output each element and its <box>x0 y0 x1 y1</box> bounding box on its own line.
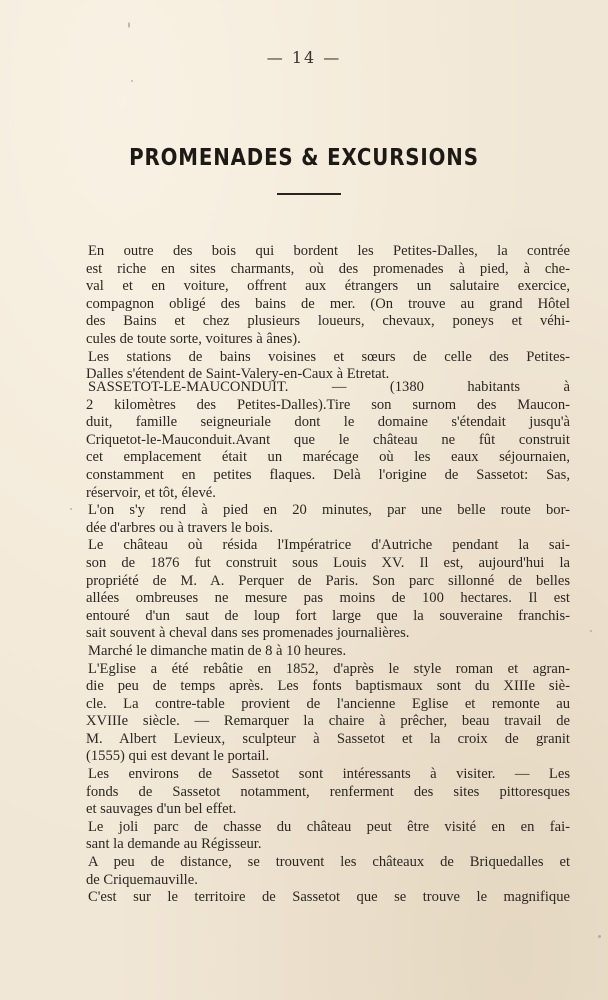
text-line: cules de toute sorte, voitures à ânes). <box>86 330 301 347</box>
text-line: XVIIIe siècle. — Remarquer la chaire à prêcher, beau travail de <box>86 713 570 730</box>
sassetot-paragraph-9 <box>86 889 570 907</box>
text-line: M. Albert Levieux, sculpteur à Sassetot et la croix de granit <box>86 730 570 747</box>
sassetot-paragraph-3 <box>86 537 570 643</box>
sassetot-paragraph-5 <box>86 661 570 767</box>
page-number: — 14 — <box>266 48 342 67</box>
text-line: allées ombreuses ne mesure pas moins de 100 hectares. Il est <box>86 590 570 607</box>
sassetot-paragraph-1 <box>86 379 570 502</box>
text-line: Le joli parc de chasse du château peut être visité en en fai- <box>88 818 570 835</box>
intro-section <box>86 243 570 384</box>
text-line: de Criquemauville. <box>86 871 198 888</box>
text-line: Marché le dimanche matin de 8 à 10 heures. <box>88 642 347 659</box>
sassetot-paragraph-2 <box>86 502 570 537</box>
text-line: des Bains et chez plusieurs loueurs, chevaux, poneys et véhi- <box>86 313 570 330</box>
text-line: Les environs de Sassetot sont intéressants à visiter. — Les <box>88 766 570 783</box>
text-line: dée d'arbres ou à travers le bois. <box>86 519 274 536</box>
text-line: Les stations de bains voisines et sœurs de celle des Petites- <box>88 348 570 365</box>
sassetot-paragraph-4 <box>86 643 570 661</box>
text-line: A peu de distance, se trouvent les châteaux de Briquedalles et <box>88 854 570 871</box>
sassetot-paragraph-8 <box>86 854 570 889</box>
text-line: réservoir, et tôt, élevé. <box>86 484 216 501</box>
text-line: L'on s'y rend à pied en 20 minutes, par une belle route bor- <box>88 502 570 519</box>
text-line: cle. La contre-table provient de l'ancienne Eglise et remonte au <box>86 695 570 712</box>
sassetot-paragraph-6 <box>86 766 570 819</box>
title-divider <box>277 193 341 195</box>
text-line: constamment en petites flaques. Delà l'origine de Sassetot: Sas, <box>86 466 570 483</box>
text-line: Criquetot-le-Mauconduit.Avant que le château ne fût construit <box>86 431 570 448</box>
sassetot-section <box>86 379 570 907</box>
text-line: cet emplacement était un marécage où les eaux séjournaien, <box>86 449 570 466</box>
text-line: 2 kilomètres des Petites-Dalles).Tire son surnom des Maucon- <box>86 396 570 413</box>
text-line: En outre des bois qui bordent les Petites-Dalles, la contrée <box>88 243 570 259</box>
text-line: et sauvages d'un bel effet. <box>86 801 237 818</box>
text-line: propriété de M. A. Perquer de Paris. Son parc sillonné de belles <box>86 572 570 589</box>
text-line: compagnon obligé des bains de mer. (On trouve au grand Hôtel <box>86 295 570 312</box>
text-line: son de 1876 fut construit sous Louis XV. Il est, aujourd'hui la <box>86 554 570 571</box>
text-line: sant la demande au Régisseur. <box>86 836 262 853</box>
text-line: L'Eglise a été rebâtie en 1852, d'après le style roman et agran- <box>88 660 570 677</box>
text-line: duit, famille seigneuriale dont le domaine s'étendait jusqu'à <box>86 414 570 431</box>
section-heading-line: SASSETOT-LE-MAUCONDUIT. — (1380 habitants à <box>88 379 570 395</box>
intro-paragraph-1 <box>86 243 570 349</box>
text-line: entouré d'un saut de loup fort large que la souveraine franchis- <box>86 607 570 624</box>
text-line: sait souvent à cheval dans ses promenades journalières. <box>86 625 410 642</box>
text-line: fonds de Sassetot notamment, renferment des sites pittoresques <box>86 783 570 800</box>
text-line: Le château où résida l'Impératrice d'Autriche pendant la sai- <box>88 537 570 554</box>
text-line: die peu de temps après. Les fonts baptismaux sont du XIIIe siè- <box>86 678 570 695</box>
text-line: val et en voiture, offrent aux étrangers un salutaire exercice, <box>86 278 570 295</box>
text-line: (1555) qui est devant le portail. <box>86 748 270 765</box>
sassetot-paragraph-7 <box>86 819 570 854</box>
page-title: PROMENADES & EXCURSIONS <box>129 145 479 171</box>
text-line: Dalles s'étendent de Saint-Valery-en-Caux à Etretat. <box>86 366 390 383</box>
text-line: C'est sur le territoire de Sassetot que se trouve le magnifique <box>88 889 570 906</box>
text-line: est riche en sites charmants, où des promenades à pied, à che- <box>86 260 570 277</box>
